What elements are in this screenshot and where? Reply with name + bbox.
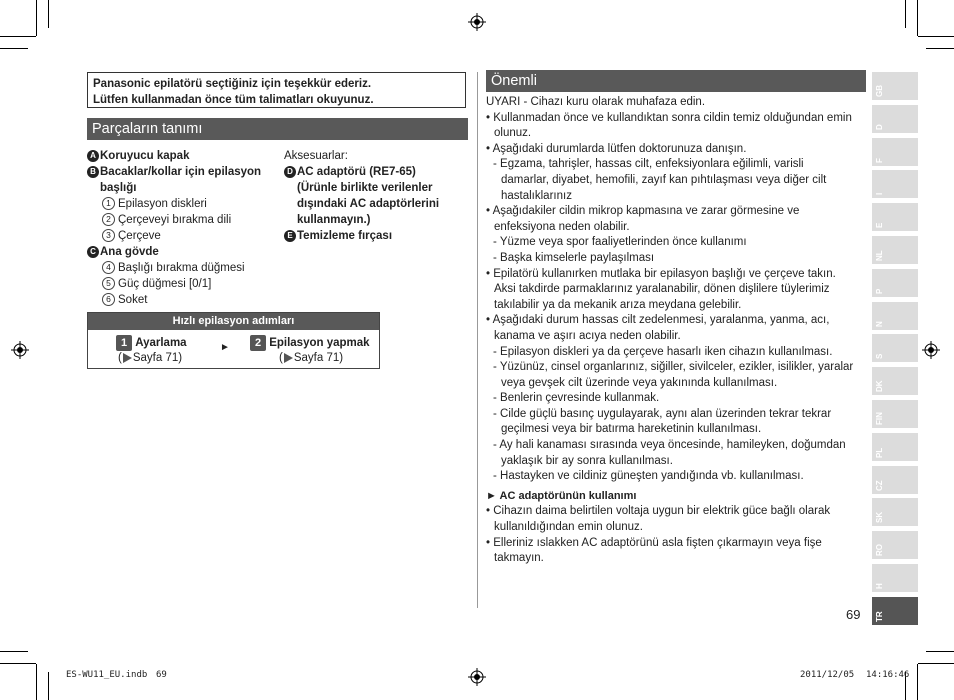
text-line: • Kullanmadan önce ve kullandıktan sonra cildin temiz olduğundan emin	[486, 111, 852, 124]
part-item: Güç düğmesi [0/1]	[118, 278, 212, 290]
text-line: kanama ve aşırı acıya neden olabilir.	[494, 329, 681, 342]
text-line: kullanıldığından emin olunuz.	[494, 521, 643, 534]
language-tab-label: FIN	[875, 412, 884, 425]
language-tab-dk[interactable]	[872, 367, 918, 395]
page-ref-arrow-icon	[284, 353, 293, 363]
text-line: • Aşağıdaki durumlarda lütfen doktorunuza danışın.	[486, 142, 747, 155]
language-tab-gb[interactable]	[872, 72, 918, 100]
text-line: - Ay hali kanaması sırasında veya öncesinde, hamileyken, doğumdan	[493, 439, 846, 452]
crop-mark	[917, 0, 918, 36]
text-line: - Benlerin çevresinde kullanmak.	[493, 392, 660, 405]
footer-time: 14:16:46	[866, 670, 910, 680]
text-line: - Yüzme veya spor faaliyetlerinden önce kullanımı	[493, 236, 747, 249]
important-text	[486, 95, 876, 567]
language-tab-label: S	[875, 354, 884, 360]
part-item: Epilasyon diskleri	[118, 198, 207, 210]
language-tab-n[interactable]	[872, 302, 918, 330]
language-tab-ro[interactable]	[872, 531, 918, 559]
footer-page: 69	[156, 670, 167, 680]
language-tab-label: N	[875, 320, 884, 327]
text-line: - Epilasyon diskleri ya da çerçeve hasarlı iken cihazın kullanılması.	[493, 345, 833, 358]
page-reference[interactable]: Sayfa 71)	[293, 352, 344, 364]
language-tab-label: RO	[875, 544, 884, 557]
language-tab-pl[interactable]	[872, 433, 918, 461]
language-tab-nl[interactable]	[872, 236, 918, 264]
quick-steps-title: Hızlı epilasyon adımları	[88, 313, 379, 330]
text-line: - Başka kimselerle paylaşılması	[493, 251, 655, 264]
text-line: geçilmesi veya bir batırma hareketinin kullanılması.	[501, 423, 762, 436]
page-reference[interactable]: Sayfa 71)	[132, 352, 183, 364]
number-2: 2	[102, 213, 115, 226]
part-d-note: (Ürünle birlikte verilenler	[297, 182, 433, 194]
text-line: - Yüzünüz, cinsel organlarınız, siğiller, sivilceler, ezikler, isilikler, yaralar	[493, 361, 854, 374]
text-line: takılabilir ya da mekanik arıza meydana gelebilir.	[494, 298, 742, 311]
part-item: Başlığı bırakma düğmesi	[118, 262, 245, 274]
crop-mark	[36, 0, 37, 36]
part-e-label: Temizleme fırçası	[297, 230, 393, 242]
language-tab-label: TR	[875, 611, 884, 622]
text-line: • Aşağıdaki durum hassas cilt zedelenmesi, yaralanma, yanma, acı,	[486, 314, 830, 327]
part-a-label: Koruyucu kapak	[100, 150, 190, 162]
number-6: 6	[102, 293, 115, 306]
badge-e: E	[284, 230, 296, 242]
language-tab-s[interactable]	[872, 334, 918, 362]
language-tab-label: DK	[875, 380, 884, 393]
text-line: • Aşağıdakiler cildin mikrop kapmasına ve zarar görmesine ve	[486, 205, 800, 218]
crop-mark	[0, 36, 36, 37]
number-3: 3	[102, 229, 115, 242]
language-tab-label: NL	[875, 250, 884, 261]
crop-mark	[48, 672, 49, 700]
step-label: Ayarlama	[135, 337, 187, 350]
text-line: - Cilde güçlü basınç uygulayarak, aynı alan üzerinden tekrar tekrar	[493, 407, 832, 420]
part-b-label-cont: başlığı	[100, 182, 137, 194]
registration-mark-icon	[468, 668, 486, 686]
crop-mark	[917, 664, 918, 700]
part-item: Çerçeveyi bırakma dili	[118, 214, 232, 226]
step-arrow-icon: ►	[220, 342, 230, 353]
footer-file: ES-WU11_EU.indb	[66, 670, 148, 680]
language-tab-label: CZ	[875, 479, 884, 491]
number-5: 5	[102, 277, 115, 290]
parts-list	[87, 148, 287, 308]
crop-mark	[918, 36, 954, 37]
text-line: enfeksiyona neden olabilir.	[494, 220, 630, 233]
badge-d: D	[284, 166, 296, 178]
quick-steps-box	[87, 312, 380, 369]
language-tab-label: D	[875, 124, 884, 130]
text-line: • Cihazın daima belirtilen voltaja uygun bir elektrik güce bağlı olarak	[486, 505, 831, 518]
badge-b: B	[87, 166, 99, 178]
page-number: 69	[846, 607, 861, 622]
step-number: 2	[250, 335, 266, 351]
text-line: Aksi takdirde parmaklarınız yaralanabilir, dönen dişlilere tüylerimiz	[494, 283, 830, 296]
text-line: • Epilatörü kullanırken mutlaka bir epilasyon başlığı ve çerçeve takın.	[486, 267, 836, 280]
crop-mark	[0, 48, 28, 49]
part-b-label: Bacaklar/kollar için epilasyon	[100, 166, 262, 178]
language-tab-label: E	[875, 222, 884, 229]
language-tab-p[interactable]	[872, 269, 918, 297]
crop-mark	[36, 664, 37, 700]
part-d-note: dışındaki AC adaptörlerini	[297, 198, 440, 210]
text-line: UYARI - Cihazı kuru olarak muhafaza edin.	[486, 96, 706, 108]
language-tab-fin[interactable]	[872, 400, 918, 428]
language-tab-cz[interactable]	[872, 466, 918, 494]
language-tab-label: I	[875, 193, 884, 196]
intro-line: Panasonic epilatörü seçtiğiniz için teşekkür ederiz.	[93, 78, 372, 90]
language-tab-label: F	[875, 157, 884, 163]
text-line: hastalıklarınız	[501, 189, 572, 202]
crop-mark	[926, 651, 954, 652]
language-tab-h[interactable]	[872, 564, 918, 592]
important-heading: Önemli	[486, 70, 866, 92]
part-d-label: AC adaptörü (RE7-65)	[297, 166, 416, 178]
text-line: takmayın.	[494, 552, 544, 565]
registration-mark-icon	[922, 341, 940, 359]
text-line: • Elleriniz ıslakken AC adaptörünü asla fişten çıkarmayın veya fişe	[486, 536, 822, 549]
text-line: olunuz.	[494, 127, 532, 140]
ref-paren: (	[279, 352, 283, 364]
step-label: Epilasyon yapmak	[269, 337, 370, 350]
footer-date: 2011/12/05	[800, 670, 855, 680]
text-line: yaklaşık bir ay sonra kullanılması.	[501, 454, 673, 467]
intro-box	[87, 72, 466, 108]
language-tab-label: P	[875, 288, 884, 294]
parts-heading: Parçaların tanımı	[87, 118, 468, 140]
text-line: damarlar, diyabet, hemofili, zayıf kan pıhtılaşması veya diğer cilt	[501, 173, 827, 186]
crop-mark	[48, 0, 49, 28]
ac-adapter-heading: ► AC adaptörünün kullanımı	[486, 489, 637, 502]
language-tab-label: GB	[875, 85, 884, 97]
language-tab-label: PL	[875, 447, 884, 458]
language-tab-sk[interactable]	[872, 498, 918, 526]
crop-mark	[918, 663, 954, 664]
number-1: 1	[102, 197, 115, 210]
part-item: Soket	[118, 294, 148, 306]
badge-a: A	[87, 150, 99, 162]
ref-paren: (	[118, 352, 122, 364]
language-tab-f[interactable]	[872, 138, 918, 166]
text-line: veya gevşek cilt üzerinde veya yakınında kullanılması.	[501, 376, 778, 389]
part-d-note: kullanmayın.)	[297, 214, 371, 226]
accessories-label: Aksesuarlar:	[284, 150, 348, 162]
part-item: Çerçeve	[118, 230, 161, 242]
badge-c: C	[87, 246, 99, 258]
language-tab-tr[interactable]	[872, 597, 918, 625]
column-divider	[477, 72, 478, 608]
text-line: - Egzama, tahrişler, hassas cilt, enfeksiyonlara eğilimli, varisli	[493, 158, 804, 171]
language-tab-d[interactable]	[872, 105, 918, 133]
step-number: 1	[116, 335, 132, 351]
language-tab-label: H	[875, 583, 884, 589]
language-tab-label: SK	[875, 512, 884, 524]
crop-mark	[0, 651, 28, 652]
language-tab-e[interactable]	[872, 203, 918, 231]
page-ref-arrow-icon	[123, 353, 132, 363]
intro-line: Lütfen kullanmadan önce tüm talimatları okuyunuz.	[93, 94, 374, 106]
language-tab-i[interactable]	[872, 170, 918, 198]
part-c-label: Ana gövde	[100, 246, 159, 258]
text-line: - Hastayken ve cildiniz güneşten yandığında vb. kullanılması.	[493, 470, 804, 483]
crop-mark	[926, 48, 954, 49]
crop-mark	[0, 663, 36, 664]
crop-mark	[905, 0, 906, 28]
number-4: 4	[102, 261, 115, 274]
registration-mark-icon	[468, 13, 486, 31]
accessories-list	[284, 148, 468, 244]
registration-mark-icon	[11, 341, 29, 359]
